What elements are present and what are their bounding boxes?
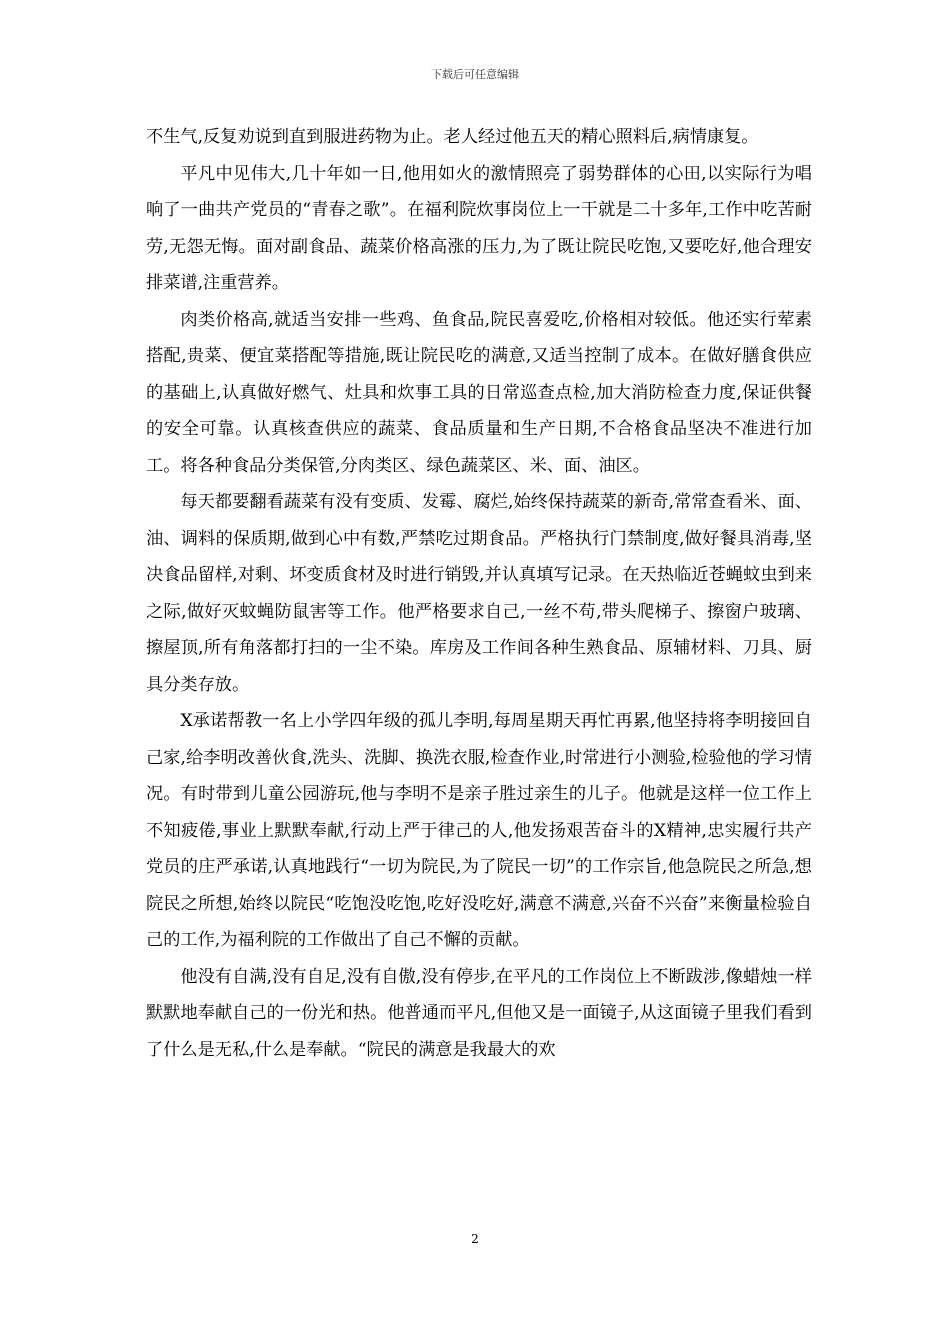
paragraph: 肉类价格高,就适当安排一些鸡、鱼食品,院民喜爱吃,价格相对较低。他还实行荤素搭配,贵菜、便宜菜搭配等措施,既让院民吃的满意,又适当控制了成本。在做好膳食供应的基础上,认真做好燃气、灶具和炊事工具的日常巡查点检,加大消防检查力度,保证供餐的安全可靠。认真核查供应的蔬菜、食品质量和生产日期,不合格食品坚决不准进行加工。将各种食品分类保管,分肉类区、绿色蔬菜区、米、面、油区。 [146, 309, 812, 476]
paragraph: 平凡中见伟大,几十年如一日,他用如火的激情照亮了弱势群体的心田,以实际行为唱响了一曲共产党员的“青春之歌”。在福利院炊事岗位上一干就是二十多年,工作中吃苦耐劳,无怨无悔。面对副食品、蔬菜价格高涨的压力,为了既让院民吃饱,又要吃好,他合理安排菜谱,注重营养。 [146, 163, 812, 293]
page-header: 下载后可任意编辑 [431, 68, 519, 81]
paragraph: X承诺帮教一名上小学四年级的孤儿李明,每周星期天再忙再累,他坚持将李明接回自己家,给李明改善伙食,洗头、洗脚、换洗衣服,检查作业,时常进行小测验,检验他的学习情况。有时带到儿童公园游玩,他与李明不是亲子胜过亲生的儿子。他就是这样一位工作上不知疲倦,事业上默默奉献,行动上严于律己的人,他发扬艰苦奋斗的X精神,忠实履行共产党员的庄严承诺,认真地践行“一切为院民,为了院民一切”的工作宗旨,他急院民之所急,想院民之所想,始终以院民“吃饱没吃饱,吃好没吃好,满意不满意,兴奋不兴奋”来衡量检验自己的工作,为福利院的工作做出了自己不懈的贡献。 [146, 711, 812, 950]
paragraph: 每天都要翻看蔬菜有没有变质、发霉、腐烂,始终保持蔬菜的新奇,常常查看米、面、油、调料的保质期,做到心中有数,严禁吃过期食品。严格执行门禁制度,做好餐具消毒,坚决食品留样,对剩、坏变质食材及时进行销毁,并认真填写记录。在天热临近苍蝇蚊虫到来之际,做好灭蚊蝇防鼠害等工作。他严格要求自己,一丝不苟,带头爬梯子、擦窗户玻璃、擦屋顶,所有角落都打扫的一尘不染。库房及工作间各种生熟食品、原辅材料、刀具、厨具分类存放。 [146, 492, 812, 695]
paragraph: 他没有自满,没有自足,没有自傲,没有停步,在平凡的工作岗位上不断跋涉,像蜡烛一样默默地奉献自己的一份光和热。他普通而平凡,但他又是一面镜子,从这面镜子里我们看到了什么是无私,什么是奉献。“院民的满意是我最大的欢 [146, 966, 812, 1060]
paragraph: 不生气,反复劝说到直到服进药物为止。老人经过他五天的精心照料后,病情康复。 [146, 127, 759, 147]
page-number: 2 [471, 1232, 479, 1246]
body-text [146, 119, 812, 1068]
